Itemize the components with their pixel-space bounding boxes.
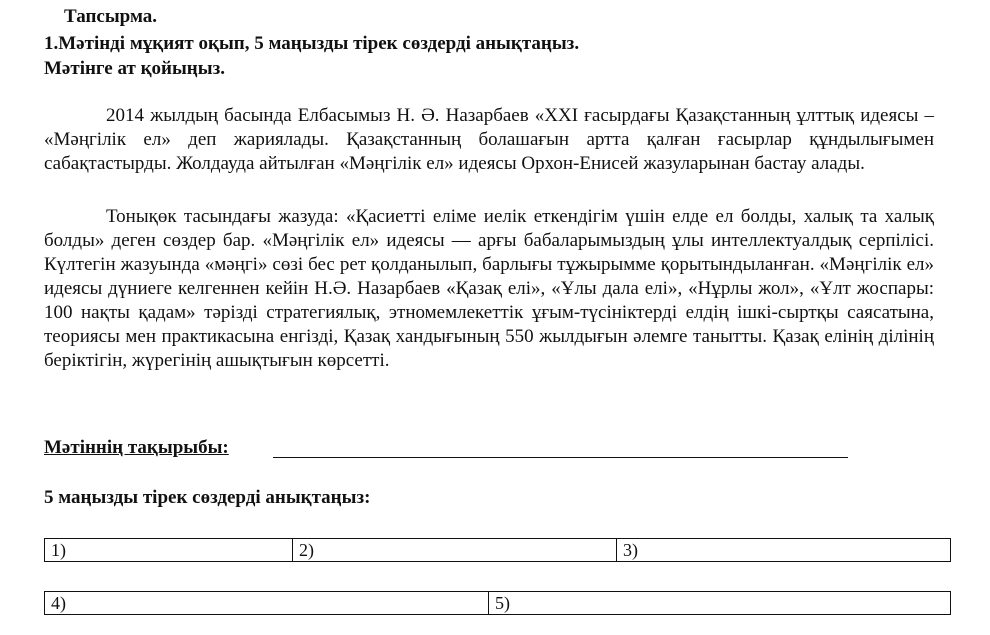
keyword-cell-3[interactable]: 3) [623,540,638,560]
keyword-cell-2[interactable]: 2) [293,539,617,561]
keyword-cell-4[interactable]: 4) [45,592,489,614]
topic-answer-line[interactable] [273,457,848,458]
text-paragraph-2: Тонықөк тасындағы жазуда: «Қасиетті еліме иелік еткендігім үшін елде ел болды, халық та халық болды» деген сөздер бар. «Мәңгілік ел» идеясы — арғы бабаларымыздың ұлы интеллектуалдық серпілісі. Күлтегін жазуында «мәңгі» сөзі бес рет қолданылып, барлығы тұжырымме қорытындыланған. «Мәңгілік ел» идеясы дүниеге келгеннен кейін Н.Ә. Назарбаев «Қазақ елі», «Ұлы дала елі», «Нұрлы жол», «Ұлт жоспары: 100 нақты қадам» тәрізді стратегиялық, этномемлекеттік ұғым-түсініктерді елдің ішкі-сыртқы саясатына, теориясы мен практикасына енгізді, Қазақ хандығының 550 жылдығын әлемге танытты. Қазақ елінің ділінің беріктігін, жүрегінің ашықтығын көрсетті. [44,206,934,371]
text-paragraph-1: 2014 жылдың басында Елбасымыз Н. Ә. Назарбаев «XXI ғасырдағы Қазақстанның ұлттық идеясы – «Мәңгілік ел» деп жариялады. Қазақстанның болашағын артта қалған ғасырлар құндылығымен сабақтастырды. Жолдауда айтылған «Мәңгілік ел» идеясы Орхон-Енисей жазуларынан бастау алады. [44,105,934,174]
keywords-row-2 [44,591,951,615]
task-instruction-1: 1.Мәтінді мұқият оқып, 5 маңызды тірек сөздерді анықтаңыз. [44,33,580,54]
topic-label: Мәтіннің тақырыбы: [44,437,229,458]
keywords-row-1 [44,538,951,562]
task-title: Тапсырма. [64,6,158,27]
keywords-heading: 5 маңызды тірек сөздерді анықтаңыз: [44,487,371,508]
keyword-cell-5[interactable]: 5) [495,593,510,613]
keyword-cell-1[interactable]: 1) [45,539,293,561]
task-instruction-2: Мәтінге ат қойыңыз. [44,58,225,79]
